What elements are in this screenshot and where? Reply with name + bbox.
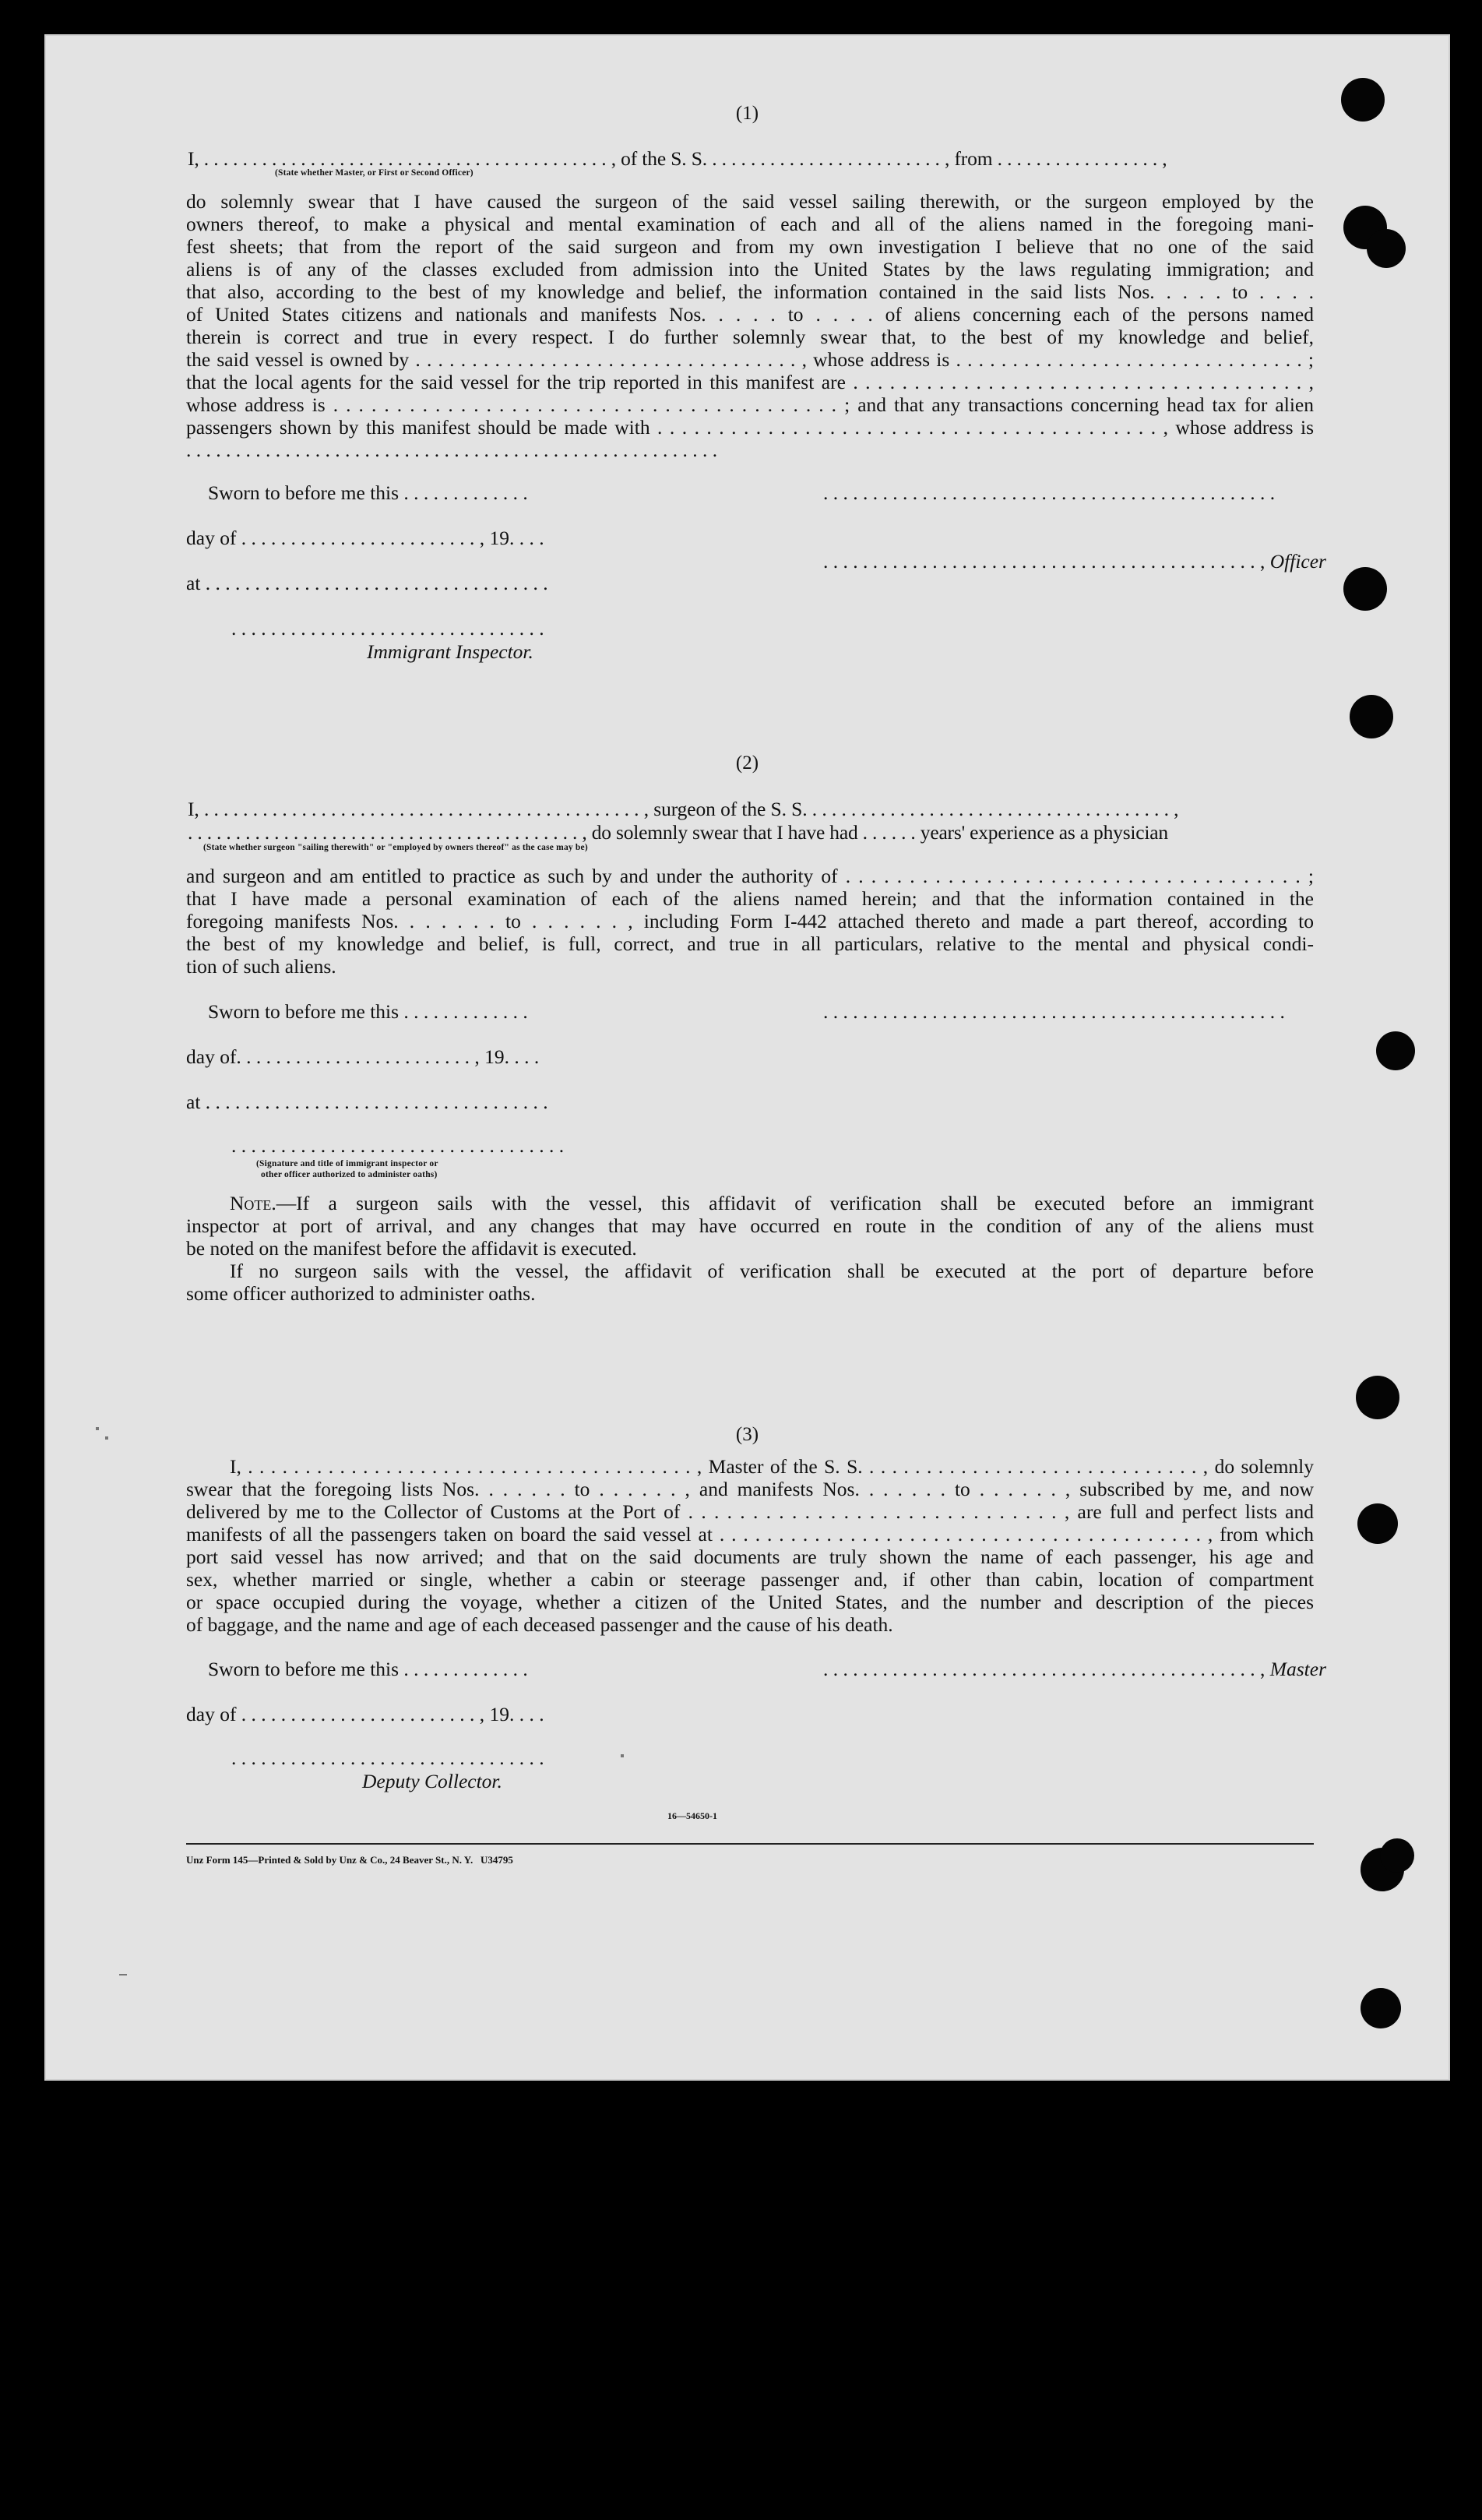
section-3-sworn-line: Sworn to before me this . . . . . . . . . . . . .: [208, 1658, 528, 1680]
punch-hole: [1357, 1503, 1398, 1544]
section-2-surgeon-note: (State whether surgeon "sailing therewith" or "employed by owners thereof" as the case may be): [203, 843, 588, 852]
section-3-day-line: day of . . . . . . . . . . . . . . . . . . . . . . . . , 19. . . .: [186, 1703, 544, 1725]
section-2-signature-note-2: other officer authorized to administer oaths): [261, 1170, 438, 1179]
punch-hole: [1356, 1376, 1399, 1419]
section-1-at-line: at . . . . . . . . . . . . . . . . . . . . . . . . . . . . . . . . . . .: [186, 572, 548, 594]
section-1-officer-line: . . . . . . . . . . . . . . . . . . . . . . . . . . . . . . . . . . . . . . . . . . . . , Officer: [823, 550, 1326, 573]
section-2-surgeon-signature-line: . . . . . . . . . . . . . . . . . . . . . . . . . . . . . . . . . . . . . . . . . . . . . . .: [823, 1000, 1285, 1023]
master-label: Master: [1269, 1658, 1326, 1680]
punch-hole: [1343, 567, 1387, 611]
surgeon-note-paragraph: Note.—If a surgeon sails with the vessel, this affidavit of verification shall be executed before an immigrant inspector at port of arrival, and any changes that may have occurred en route in the condition of any of the aliens must be noted on the manifest before the affidavit is executed. If no surgeon sails with the vessel, the affidavit of verification shall be executed at the port of departure before some officer authorized to administer oaths.: [186, 1192, 1314, 1305]
section-2-oath-text: and surgeon and am entitled to practice as such by and under the authority of . . . . . . . . . . . . . . . . . . . . . . . . . . . . . . . . . . . . ; that I have made a personal examination of each of the aliens named herein; and that the information contained in the foregoing manifests Nos. . . . . . . to . . . . . . , including Form I-442 attached thereto and made a part thereof, according to the best of my knowledge and belief, is full, correct, and true in all particulars, relative to the mental and physical condi- tion of such aliens.: [186, 865, 1314, 978]
section-1-officer-note: (State whether Master, or First or Second Officer): [275, 168, 473, 178]
punch-hole: [1361, 1988, 1401, 2028]
punch-hole: [1376, 1031, 1415, 1070]
section-1-day-line: day of . . . . . . . . . . . . . . . . . . . . . . . . , 19. . . .: [186, 527, 544, 549]
punch-hole: [1350, 695, 1393, 738]
section-2-signature-note-1: (Signature and title of immigrant inspector or: [256, 1159, 438, 1168]
scan-speck: [621, 1754, 624, 1757]
section-1-inspector-signature-line: . . . . . . . . . . . . . . . . . . . . . . . . . . . . . . . .: [231, 617, 544, 640]
form-number: 16—54650-1: [667, 1810, 717, 1821]
section-3-collector-signature-line: . . . . . . . . . . . . . . . . . . . . . . . . . . . . . . . .: [231, 1746, 544, 1769]
section-3-master-line: . . . . . . . . . . . . . . . . . . . . . . . . . . . . . . . . . . . . . . . . . . . . , Master: [823, 1658, 1326, 1680]
section-2-experience-line: . . . . . . . . . . . . . . . . . . . . . . . . . . . . . . . . . . . . . . . . . , do solemnly swear that I have had . . . . . . years' experience as a physician: [188, 821, 1168, 844]
section-2-surgeon-line: I, . . . . . . . . . . . . . . . . . . . . . . . . . . . . . . . . . . . . . . . . . . . . . , surgeon of the S. S. . . . . . . . . . . . . . . . . . . . . . . . . . . . . . . . . . . . . . ,: [188, 798, 1179, 820]
section-2-inspector-signature-line: . . . . . . . . . . . . . . . . . . . . . . . . . . . . . . . . . .: [231, 1134, 565, 1157]
section-1-number: (1): [735, 103, 759, 124]
printer-footer: Unz Form 145—Printed & Sold by Unz & Co., 24 Beaver St., N. Y. U34795: [186, 1854, 513, 1866]
footer-rule: [186, 1843, 1314, 1845]
immigrant-inspector-label: Immigrant Inspector.: [367, 640, 533, 663]
punch-hole: [1380, 1838, 1414, 1873]
scan-speck: [96, 1427, 99, 1430]
section-1-declarant-line: I, . . . . . . . . . . . . . . . . . . . . . . . . . . . . . . . . . . . . . . . . . . , of the S. S. . . . . . . . . . . . . . . . . . . . . . . . . , from . . . . . . . . . . . . . . . . . ,: [188, 147, 1167, 170]
form-page: [44, 34, 1450, 2081]
scan-speck: [105, 1436, 108, 1440]
section-1-sworn-line: Sworn to before me this . . . . . . . . . . . . .: [208, 481, 528, 504]
section-1-oath-text: do solemnly swear that I have caused the surgeon of the said vessel sailing therewith, or the surgeon employed by the owners thereof, to make a physical and mental examination of each and all of the aliens named in the foregoing mani- fest sheets; that from the report of the said surgeon and from my own investigation I believe that no one of the said aliens is of any of the classes excluded from admission into the United States by the laws regulating immigration; and that also, according to the best of my knowledge and belief, the information contained in the said lists Nos. . . . . to . . . . of United States citizens and nationals and manifests Nos. . . . . to . . . . of aliens concerning each of the persons named therein is correct and true in every respect. I do further solemnly swear that, to the best of my knowledge and belief, the said vessel is owned by . . . . . . . . . . . . . . . . . . . . . . . . . . . . . . . . . . , whose address is . . . . . . . . . . . . . . . . . . . . . . . . . . . . . . . ; that the local agents for the said vessel for the trip reported in this manifest are . . . . . . . . . . . . . . . . . . . . . . . . . . . . . . . . . . . . . , whose address is . . . . . . . . . . . . . . . . . . . . . . . . . . . . . . . . . . . . . . . . ; and that any transactions concerning head tax for alien passengers shown by this manifest should be made with . . . . . . . . . . . . . . . . . . . . . . . . . . . . . . . . . . . . . . . . . , whose address is . . . . . . . . . . . . . . . . . . . . . . . . . . . . . . . . . . . . . . . . . . . . . . . . . . . . . .: [186, 190, 1314, 461]
section-2-number: (2): [735, 752, 759, 774]
officer-label: Officer: [1269, 550, 1326, 573]
deputy-collector-label: Deputy Collector.: [362, 1770, 502, 1792]
section-3-oath-text: I, . . . . . . . . . . . . . . . . . . . . . . . . . . . . . . . . . . . . . . . , Master of the S. S. . . . . . . . . . . . . . . . . . . . . . . . . . . . . . , do solemnly swear that the foregoing lists Nos. . . . . . . to . . . . . . , and manifests Nos. . . . . . . to . . . . . . , subscribed by me, and now delivered by me to the Collector of Customs at the Port of . . . . . . . . . . . . . . . . . . . . . . . . . . . . . , are full and perfect lists and manifests of all the passengers taken on board the said vessel at . . . . . . . . . . . . . . . . . . . . . . . . . . . . . . . . . . . . . . . . . , from which port said vessel has now arrived; and that on the said documents are truly shown the name of each passenger, his age and sex, whether married or single, whether a cabin or steerage passenger and, if other than cabin, location of compartment or space occupied during the voyage, whether a citizen of the United States, and the number and description of the pieces of baggage, and the name and age of each deceased passenger and the cause of his death.: [186, 1455, 1314, 1636]
section-3-number: (3): [735, 1424, 759, 1445]
section-1-officer-signature-line: . . . . . . . . . . . . . . . . . . . . . . . . . . . . . . . . . . . . . . . . . . . . . .: [823, 481, 1276, 504]
section-2-sworn-line: Sworn to before me this . . . . . . . . . . . . .: [208, 1000, 528, 1023]
scan-speck: [119, 1974, 127, 1975]
punch-hole: [1367, 229, 1406, 268]
section-2-at-line: at . . . . . . . . . . . . . . . . . . . . . . . . . . . . . . . . . . .: [186, 1091, 548, 1113]
note-label: Note.: [230, 1192, 276, 1214]
section-2-day-line: day of. . . . . . . . . . . . . . . . . . . . . . . . , 19. . . .: [186, 1045, 540, 1068]
